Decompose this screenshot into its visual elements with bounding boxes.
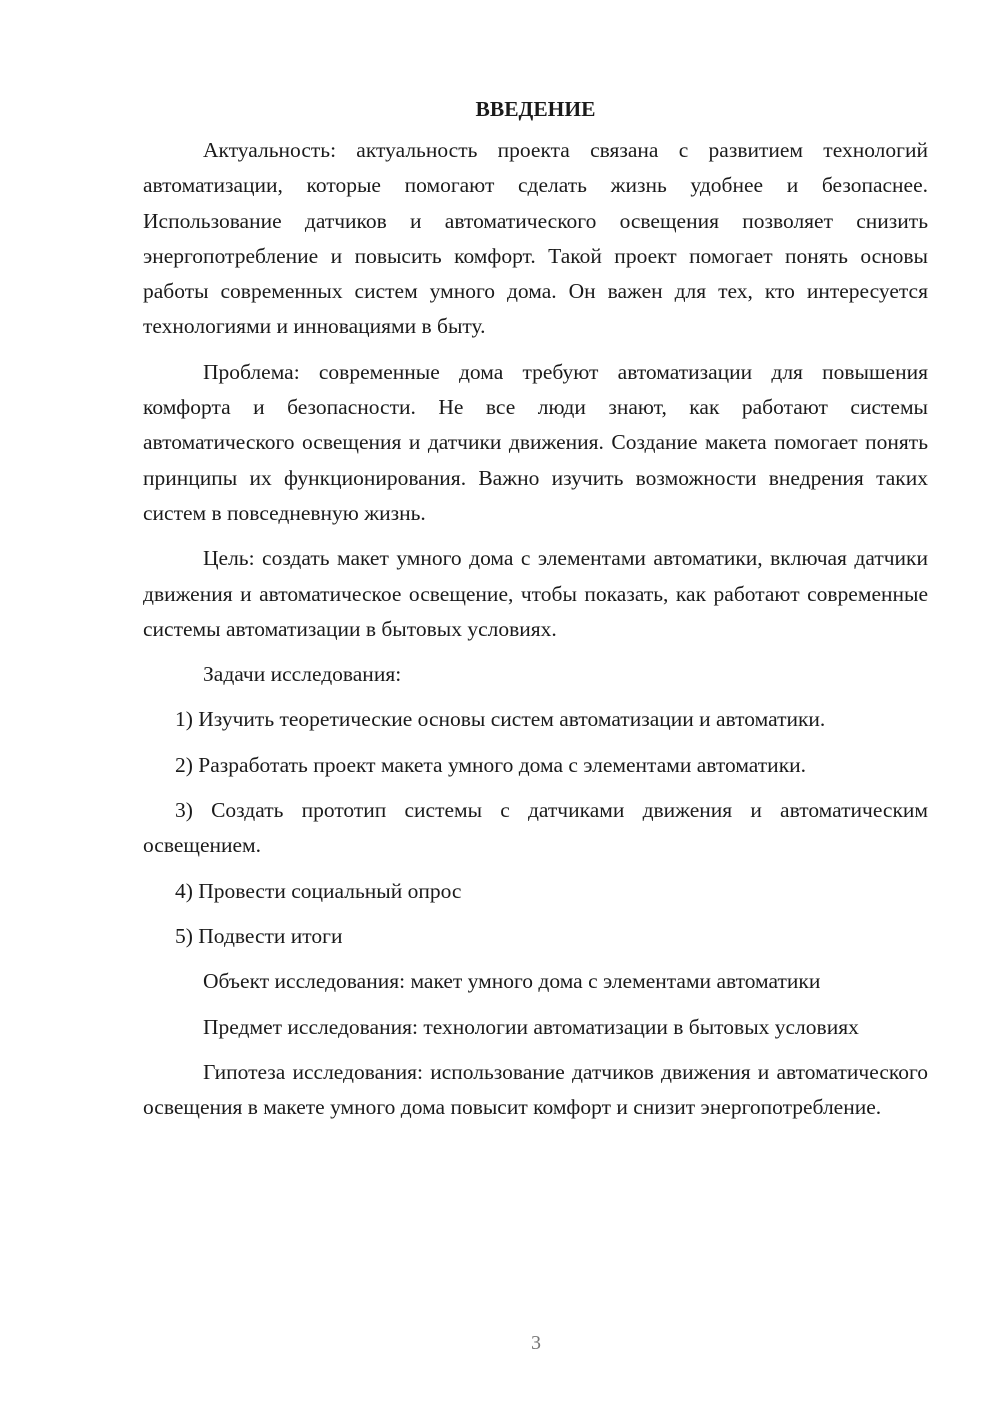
paragraph-hypothesis: Гипотеза исследования: использование датчиков движения и автоматического освещения в макете умного дома повысит комфорт и снизит энергопотребление.	[143, 1059, 928, 1120]
list-item-task-1: 1) Изучить теоретические основы систем автоматизации и автоматики.	[175, 707, 826, 732]
list-item-task-3: 3) Создать прототип системы с датчиками движения и автоматическим освещением.	[143, 798, 928, 858]
paragraph-goal: Цель: создать макет умного дома с элементами автоматики, включая датчики движения и автоматическое освещение, чтобы показать, как работают современные системы автоматизации в бытовых условиях.	[143, 546, 928, 641]
paragraph-object: Объект исследования: макет умного дома с элементами автоматики	[203, 969, 821, 994]
paragraph-subject: Предмет исследования: технологии автоматизации в бытовых условиях	[203, 1014, 859, 1039]
list-item-task-5: 5) Подвести итоги	[175, 923, 343, 948]
page-number: 3	[531, 1332, 541, 1354]
paragraph-problem: Проблема: современные дома требуют автоматизации для повышения комфорта и безопасности. Не все люди знают, как работают системы автоматического освещения и датчики движения. Создание макета помогает понять принципы их функционирования. Важно изучить возможности внедрения таких систем в повседневную жизнь.	[143, 359, 928, 525]
document-page	[143, 92, 928, 1135]
list-item-task-4: 4) Провести социальный опрос	[175, 878, 462, 903]
paragraph-tasks-heading: Задачи исследования:	[203, 662, 402, 687]
paragraph-relevance: Актуальность: актуальность проекта связана с развитием технологий автоматизации, которые помогают сделать жизнь удобнее и безопаснее. Использование датчиков и автоматического освещения позволяет снизить энергопотребление и повысить комфорт. Такой проект помогает понять основы работы современных систем умного дома. Он важен для тех, кто интересуется технологиями и инновациями в быту.	[143, 138, 928, 339]
page-title: ВВЕДЕНИЕ	[475, 97, 596, 121]
list-item-task-2: 2) Разработать проект макета умного дома с элементами автоматики.	[175, 752, 807, 777]
